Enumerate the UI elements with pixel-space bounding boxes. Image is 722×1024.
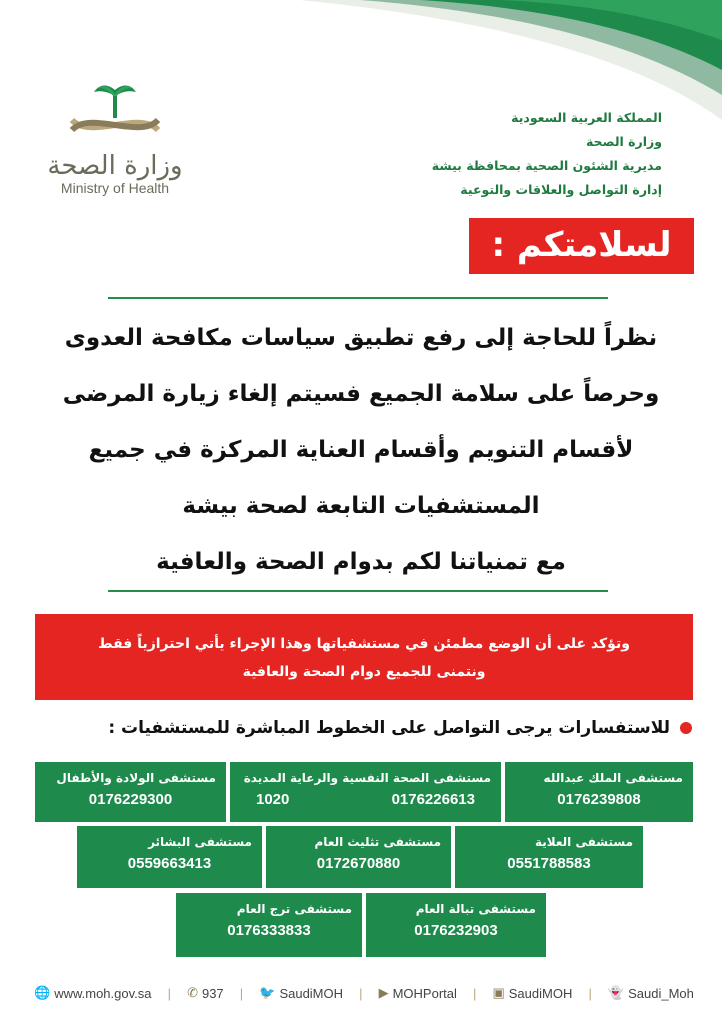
org-line-directorate: مديرية الشئون الصحية بمحافظة بيشة [431,158,662,173]
palm-swords-emblem-icon [60,80,170,150]
footer-youtube[interactable]: ▶ MOHPortal [378,985,457,1001]
hospital-name: مستشفى الملك عبدالله [543,771,683,785]
facebook-icon: ▣ [492,985,505,1000]
footer-contacts [34,982,694,1004]
youtube-icon: ▶ [378,985,389,1000]
body-line-1: نظراً للحاجة إلى رفع تطبيق سياسات مكافحة العدوى [64,325,658,351]
footer-snapchat[interactable]: 👻 Saudi_Moh [607,985,694,1001]
footer-separator: | [359,985,363,1001]
announcement-body [28,310,694,590]
footer-website[interactable]: 🌐 www.moh.gov.sa [34,985,152,1001]
footer-phone[interactable]: ✆ 937 [187,985,224,1001]
org-line-kingdom: المملكة العربية السعودية [511,110,662,125]
hospital-name: مستشفى ترج العام [236,902,352,916]
inquiries-text: للاستفسارات يرجى التواصل على الخطوط المباشرة للمستشفيات : [108,718,670,738]
bullet-icon [680,722,692,734]
hospital-phone: 0172670880 [316,855,401,872]
inquiries-heading [52,718,692,738]
body-line-3: لأقسام التنويم وأقسام العناية المركزة في جميع [88,437,634,463]
hospital-card-maternity [35,762,226,822]
org-line-ministry: وزارة الصحة [585,134,662,149]
hospital-card-mental-health [230,762,501,822]
hospital-phone: 0176226613 [391,791,475,808]
hospital-name: مستشفى تبالة العام [415,902,536,916]
hospital-name: مستشفى تثليث العام [314,835,441,849]
hospital-phone: 0176229300 [88,791,173,808]
body-line-5: مع تمنياتنا لكم بدوام الصحة والعافية [156,549,566,575]
hospital-card-tabala [366,893,546,957]
hospital-name: مستشفى الولادة والأطفال [56,771,216,785]
footer-separator: | [239,985,244,1001]
hospital-phone: 0551788583 [507,855,591,872]
logo-english-text: Ministry of Health [60,180,170,196]
hospital-name: مستشفى العلاية [535,835,633,849]
footer-facebook[interactable]: ▣ SaudiMOH [492,985,573,1001]
notice-box [35,614,693,700]
footer-separator: | [588,985,592,1001]
hospital-phone: 0176232903 [414,922,498,939]
hospital-phone: 0176239808 [557,791,641,808]
org-line-department: إدارة التواصل والعلاقات والتوعية [460,182,662,197]
footer-separator: | [472,985,477,1001]
hospital-card-king-abdullah [505,762,693,822]
hospital-name: مستشفى البشائر [148,835,252,849]
divider-bottom [108,590,608,592]
notice-line-2: ونتمنى للجميع دوام الصحة والعافية [242,664,486,680]
hospital-phone: 0176333833 [227,922,311,939]
globe-icon: 🌐 [34,985,51,1000]
divider-top [108,297,608,299]
hospital-card-alalaya [455,826,643,888]
hospital-extension: 1020 [256,791,290,808]
footer-separator: | [167,985,171,1001]
moh-logo [40,80,190,205]
organization-header [362,106,662,202]
greeting-banner: لسلامتكم : [469,218,694,274]
footer-twitter[interactable]: 🐦 SaudiMOH [259,985,344,1001]
hospital-name: مستشفى الصحة النفسية والرعاية المديدة [243,771,491,785]
logo-arabic-text: وزارة الصحة [47,151,183,181]
hospital-phone: 0559663413 [127,855,212,872]
hospital-card-turaj [176,893,362,957]
body-line-2: وحرصاً على سلامة الجميع فسيتم إلغاء زيارة المرضى [62,381,660,407]
notice-line-1: وتؤكد على أن الوضع مطمئن في مستشفياتها وهذا الإجراء يأتي احترازياً فقط [98,636,630,652]
body-line-4: المستشفيات التابعة لصحة بيشة [182,493,540,519]
hospital-card-tathleeth [266,826,451,888]
hospital-card-albashayer [77,826,262,888]
phone-icon: ✆ [187,985,198,1000]
snapchat-icon: 👻 [607,985,625,1000]
twitter-icon: 🐦 [259,985,276,1000]
